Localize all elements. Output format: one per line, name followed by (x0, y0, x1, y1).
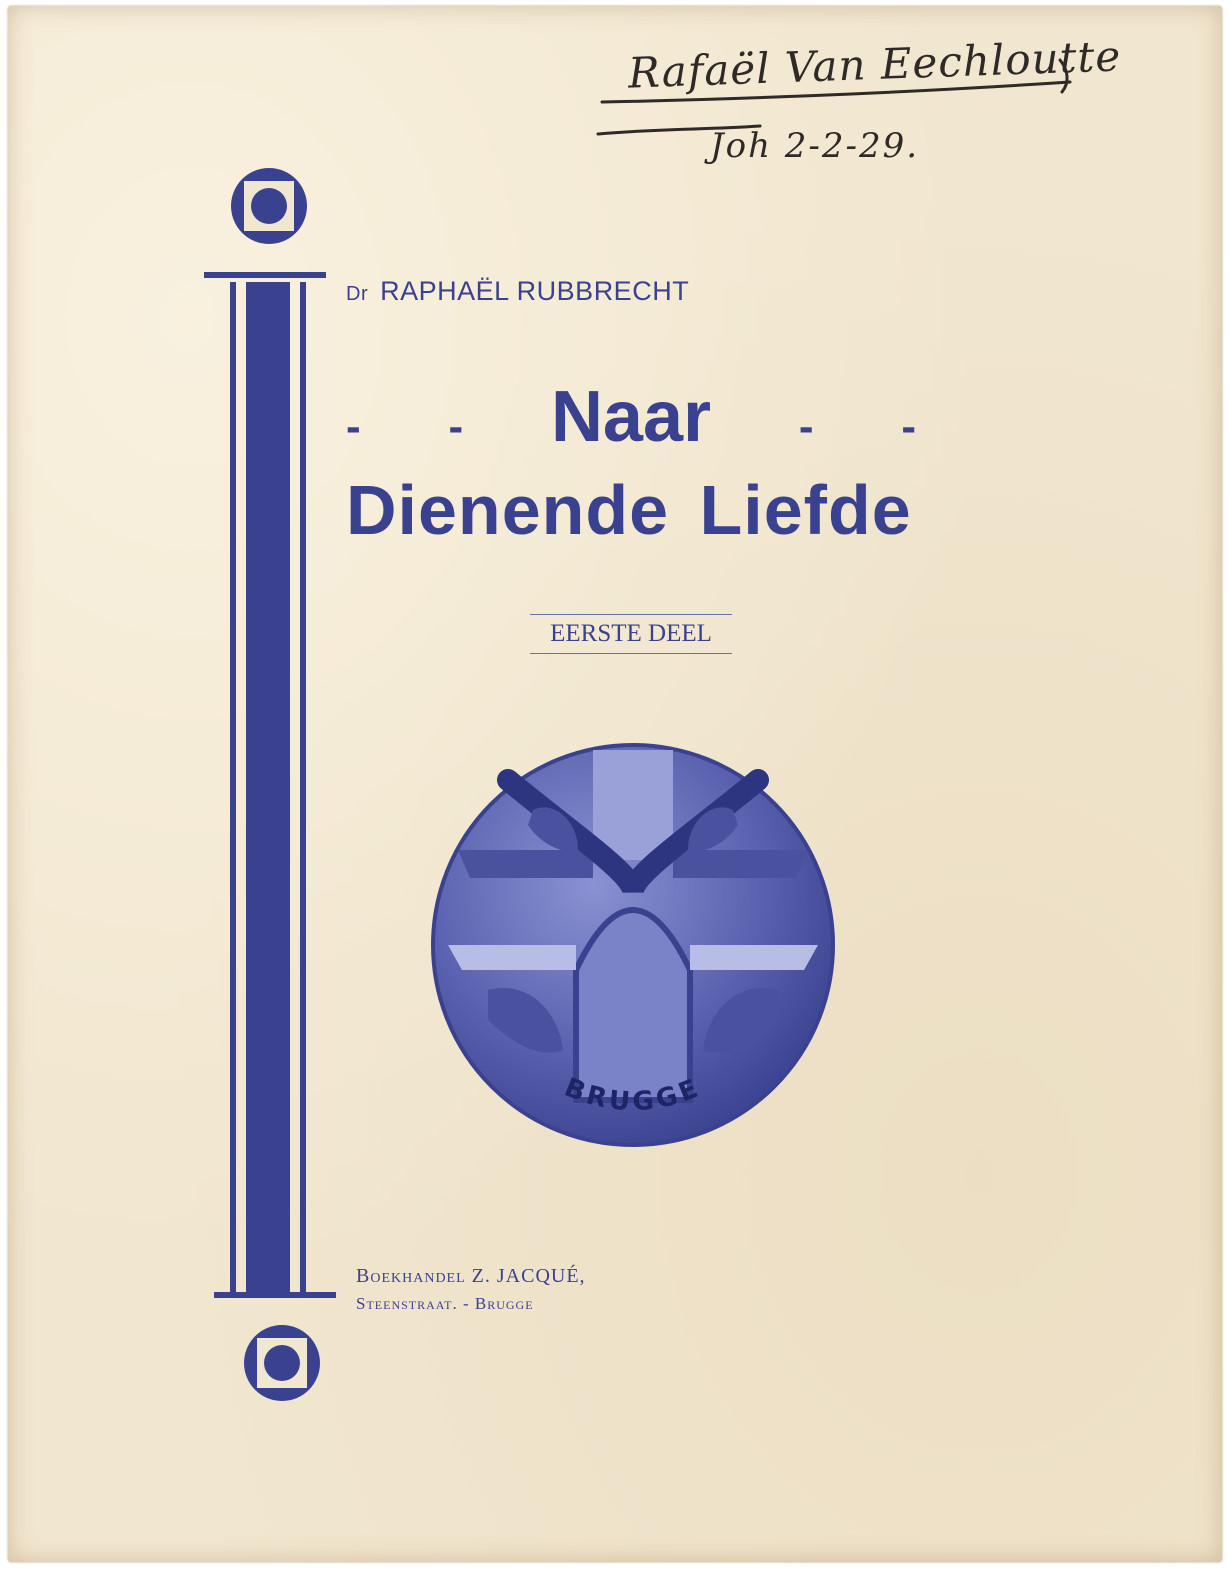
title-dash: - (448, 402, 464, 451)
signature-date: Joh 2-2-29. (710, 126, 920, 166)
publisher-block (356, 1262, 586, 1318)
title-dash: - (901, 402, 916, 451)
left-thin-rule (230, 282, 236, 1298)
title-dash: - (346, 402, 361, 451)
publisher-address: Steenstraat. - Brugge (356, 1294, 534, 1313)
title-line-2: Dienende Liefde (346, 471, 912, 549)
author-name: RAPHAËL RUBBRECHT (380, 276, 690, 306)
medallion-arch (576, 910, 690, 1100)
publisher-name: Boekhandel Z. JACQUÉ, (356, 1265, 586, 1287)
volume-box (530, 614, 732, 654)
brugge-medallion-image (428, 740, 838, 1150)
author-prefix: Dr (346, 283, 369, 305)
right-thin-rule (300, 282, 306, 1298)
vertical-ornament (200, 160, 340, 1410)
author-line (346, 276, 689, 307)
volume-label: EERSTE DEEL (550, 620, 712, 647)
title-line-1 (346, 376, 916, 458)
title-naar: Naar (550, 377, 712, 457)
thick-bar (246, 282, 290, 1298)
top-crossbar (204, 272, 326, 278)
signature-name: Rafaël Van Eechloutte (627, 31, 1122, 98)
medallion-inscription-text: BRUGGE (560, 1072, 706, 1118)
title-dash: - (798, 402, 814, 451)
bottom-crossbar (214, 1292, 336, 1298)
handwritten-signature (590, 30, 1122, 190)
bottom-roundel-icon (244, 1325, 320, 1401)
top-roundel-icon (231, 168, 307, 244)
